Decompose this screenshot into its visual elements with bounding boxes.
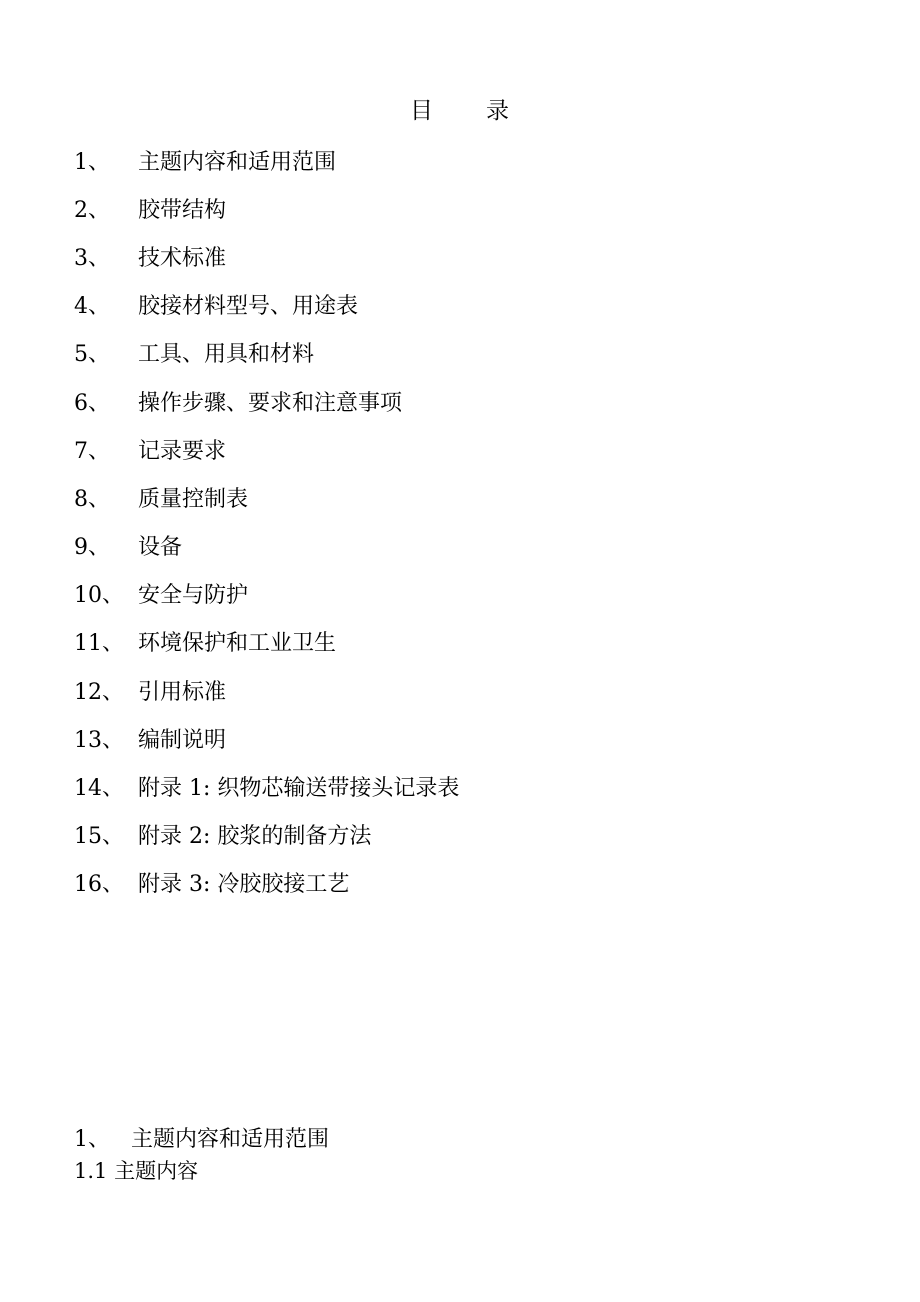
toc-item — [74, 811, 459, 859]
toc-item — [74, 425, 459, 473]
toc-item-text: 附录 1: 织物芯输送带接头记录表 — [138, 776, 460, 802]
toc-item-text: 质量控制表 — [138, 486, 249, 512]
toc-item-number: 5、 — [74, 342, 110, 368]
subsection-heading: 1.1 主题内容 — [74, 1159, 199, 1183]
toc-item-text: 工具、用具和材料 — [138, 342, 315, 368]
toc-title — [0, 92, 920, 125]
toc-item — [74, 714, 459, 762]
toc-item-number: 8、 — [74, 486, 110, 512]
toc-item-number: 16、 — [74, 872, 124, 898]
toc-item-number: 9、 — [74, 535, 110, 561]
toc-item — [74, 136, 459, 184]
toc-item — [74, 762, 459, 810]
toc-item-number: 2、 — [74, 197, 110, 223]
toc-item-number: 11、 — [74, 631, 124, 657]
toc-item-number: 14、 — [74, 776, 124, 802]
toc-title-left: 目 — [410, 98, 434, 124]
toc-item-text: 环境保护和工业卫生 — [138, 631, 337, 657]
toc-item — [74, 666, 459, 714]
toc-item-number: 4、 — [74, 294, 110, 320]
toc-item — [74, 522, 459, 570]
toc-item — [74, 281, 459, 329]
section-heading — [74, 1122, 329, 1153]
toc-item-number: 10、 — [74, 583, 124, 609]
toc-item-text: 附录 2: 胶浆的制备方法 — [138, 824, 372, 850]
section-title: 主题内容和适用范围 — [131, 1127, 330, 1152]
toc-item-text: 操作步骤、要求和注意事项 — [138, 390, 403, 416]
toc-item — [74, 859, 459, 907]
toc-item-number: 7、 — [74, 438, 110, 464]
toc-item-text: 胶带结构 — [138, 197, 227, 223]
toc-item — [74, 377, 459, 425]
toc-item — [74, 184, 459, 232]
toc-item-number: 12、 — [74, 679, 124, 705]
toc-item-text: 设备 — [138, 535, 183, 561]
toc-item-text: 记录要求 — [138, 438, 227, 464]
toc-item-text: 附录 3: 冷胶胶接工艺 — [138, 872, 350, 898]
toc-item — [74, 618, 459, 666]
toc-item-text: 引用标准 — [138, 679, 227, 705]
toc-item-text: 编制说明 — [138, 727, 227, 753]
toc-title-right: 录 — [486, 98, 510, 124]
toc-item-text: 技术标准 — [138, 245, 227, 271]
toc-list — [74, 136, 459, 907]
toc-item-text: 胶接材料型号、用途表 — [138, 294, 359, 320]
toc-item-number: 3、 — [74, 245, 110, 271]
toc-item-number: 1、 — [74, 149, 110, 175]
toc-item-text: 主题内容和适用范围 — [138, 149, 337, 175]
toc-item — [74, 473, 459, 521]
toc-item-text: 安全与防护 — [138, 583, 249, 609]
toc-item-number: 6、 — [74, 390, 110, 416]
section-number: 1、 — [74, 1127, 110, 1152]
toc-item — [74, 232, 459, 280]
toc-item-number: 15、 — [74, 824, 124, 850]
toc-item — [74, 329, 459, 377]
toc-item-number: 13、 — [74, 727, 124, 753]
toc-item — [74, 570, 459, 618]
